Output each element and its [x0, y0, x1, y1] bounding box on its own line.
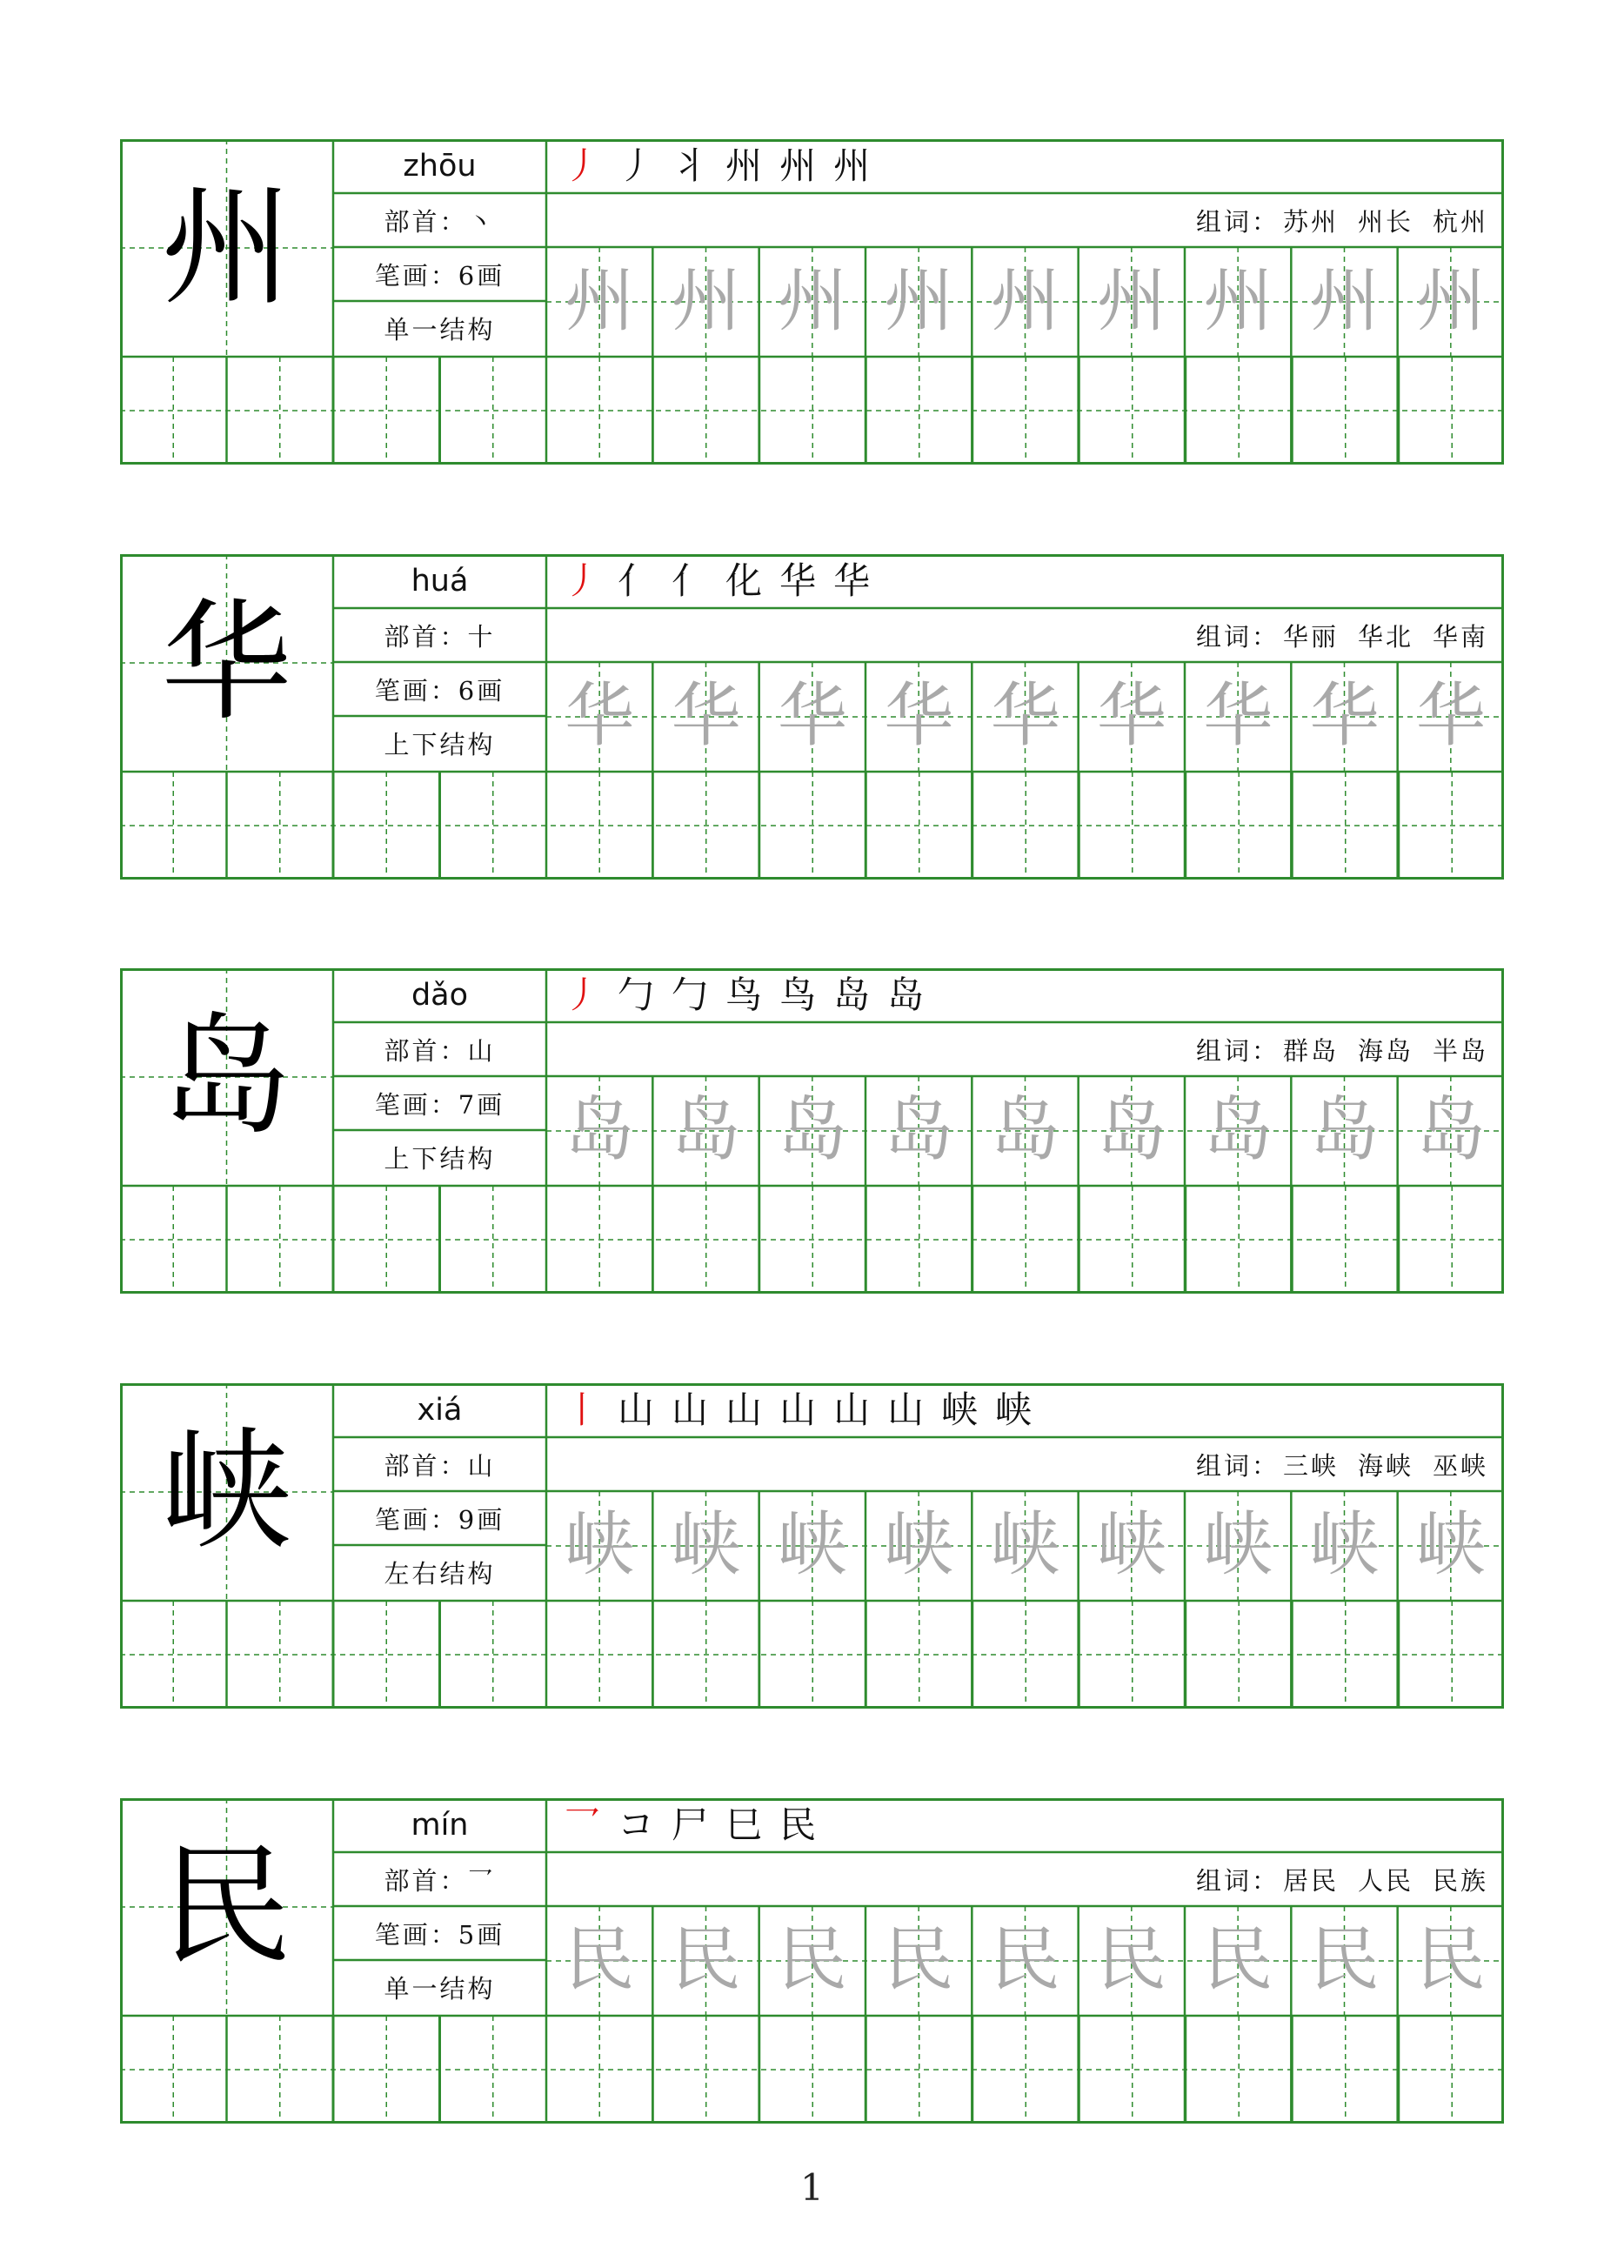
stroke-step: 丬 — [672, 144, 709, 187]
example-word: 巫峡 — [1432, 1450, 1488, 1481]
pinyin: zhōu — [403, 149, 477, 184]
stroke-step: 华 — [833, 559, 871, 602]
stroke-step: 州 — [779, 144, 817, 187]
character-card — [120, 968, 1504, 1294]
trace-character: 岛 — [990, 1089, 1060, 1170]
trace-character: 峡 — [1309, 1504, 1380, 1585]
stroke-step: 勹 — [618, 973, 655, 1016]
info-value: 9画 — [458, 1504, 505, 1535]
info-label: 部首： — [384, 621, 468, 652]
info-label: 笔画： — [374, 675, 458, 706]
stroke-count-info — [333, 1906, 546, 1960]
info-value: 乛 — [467, 1865, 496, 1896]
trace-character: 峡 — [1416, 1504, 1487, 1585]
trace-character: 华 — [565, 675, 635, 756]
trace-character: 民 — [1309, 1919, 1380, 2000]
info-value: 上下结构 — [384, 729, 496, 759]
trace-character: 民 — [778, 1919, 848, 2000]
example-word: 民族 — [1432, 1865, 1488, 1896]
trace-character: 华 — [884, 675, 954, 756]
stroke-count-info — [333, 1076, 546, 1130]
trace-character: 峡 — [1203, 1504, 1273, 1585]
trace-character: 州 — [778, 260, 848, 341]
info-value: 6画 — [458, 260, 505, 291]
stroke-step: 丿 — [564, 144, 601, 187]
example-word: 海峡 — [1357, 1450, 1413, 1481]
radical-info — [333, 1852, 546, 1906]
words-label: 组词： — [1195, 1450, 1280, 1481]
stroke-count-info — [333, 247, 546, 301]
trace-character: 岛 — [778, 1089, 848, 1170]
info-value: 单一结构 — [384, 1973, 496, 2004]
trace-character: 华 — [990, 675, 1060, 756]
pinyin: mín — [411, 1808, 469, 1843]
radical-info — [333, 608, 546, 662]
word-examples — [1196, 608, 1488, 662]
stroke-order-row — [564, 554, 870, 608]
character-card — [120, 1798, 1504, 2124]
stroke-step: 化 — [725, 559, 763, 602]
structure-info — [333, 716, 546, 770]
stroke-step: 山 — [779, 1388, 817, 1431]
words-label: 组词： — [1195, 621, 1280, 652]
main-character: 峡 — [161, 1416, 292, 1568]
stroke-step: 丿 — [618, 144, 655, 187]
trace-character: 州 — [1097, 260, 1167, 341]
radical-info — [333, 1022, 546, 1076]
stroke-step: 丨 — [564, 1388, 601, 1431]
stroke-step: 岛 — [833, 973, 871, 1016]
trace-character: 岛 — [1416, 1089, 1487, 1170]
trace-character: 州 — [884, 260, 954, 341]
trace-character: 州 — [990, 260, 1060, 341]
main-character: 民 — [161, 1831, 292, 1983]
stroke-step: 峡 — [941, 1388, 979, 1431]
info-label: 部首： — [384, 206, 468, 237]
word-examples — [1196, 193, 1488, 247]
stroke-count-info — [333, 1491, 546, 1545]
trace-character: 岛 — [1309, 1089, 1380, 1170]
trace-character: 民 — [671, 1919, 741, 2000]
info-value: 左右结构 — [384, 1558, 496, 1589]
info-label: 部首： — [384, 1035, 468, 1066]
trace-character: 岛 — [565, 1089, 635, 1170]
info-value: 7画 — [458, 1089, 505, 1120]
example-word: 三峡 — [1282, 1450, 1339, 1481]
info-value: 山 — [467, 1450, 496, 1481]
main-character: 州 — [161, 172, 292, 324]
pinyin: huá — [411, 564, 469, 599]
stroke-step: 尸 — [672, 1803, 709, 1846]
stroke-count-info — [333, 662, 546, 716]
trace-character: 峡 — [671, 1504, 741, 1585]
stroke-order-row — [564, 968, 924, 1022]
character-card — [120, 1383, 1504, 1709]
stroke-step: 鸟 — [779, 973, 817, 1016]
stroke-step: 山 — [887, 1388, 925, 1431]
trace-character: 华 — [1416, 675, 1487, 756]
trace-character: 峡 — [884, 1504, 954, 1585]
trace-character: 民 — [1097, 1919, 1167, 2000]
words-label: 组词： — [1195, 206, 1280, 237]
stroke-step: 州 — [833, 144, 871, 187]
trace-character: 民 — [1203, 1919, 1273, 2000]
structure-info — [333, 1130, 546, 1184]
trace-character: 州 — [1309, 260, 1380, 341]
trace-character: 州 — [565, 260, 635, 341]
trace-character: 峡 — [990, 1504, 1060, 1585]
stroke-step: 丿 — [564, 973, 601, 1016]
info-label: 部首： — [384, 1865, 468, 1896]
radical-info — [333, 1437, 546, 1491]
stroke-step: 乛 — [564, 1803, 601, 1846]
stroke-order-row — [564, 1798, 816, 1852]
trace-character: 民 — [1416, 1919, 1487, 2000]
trace-character: 州 — [1416, 260, 1487, 341]
example-word: 州长 — [1357, 206, 1413, 237]
trace-character: 峡 — [778, 1504, 848, 1585]
info-value: 十 — [467, 621, 496, 652]
info-label: 笔画： — [374, 260, 458, 291]
info-value: 上下结构 — [384, 1143, 496, 1174]
stroke-step: 峡 — [995, 1388, 1033, 1431]
info-value: 山 — [467, 1035, 496, 1066]
page-number: 1 — [800, 2166, 824, 2209]
trace-character: 岛 — [884, 1089, 954, 1170]
structure-info — [333, 1960, 546, 2014]
stroke-order-row — [564, 139, 870, 193]
stroke-step: 山 — [833, 1388, 871, 1431]
stroke-step: 山 — [725, 1388, 763, 1431]
info-value: 丶 — [467, 206, 496, 237]
structure-info — [333, 301, 546, 355]
example-word: 群岛 — [1282, 1035, 1339, 1066]
words-label: 组词： — [1195, 1865, 1280, 1896]
structure-info — [333, 1545, 546, 1599]
trace-character: 华 — [1309, 675, 1380, 756]
example-word: 半岛 — [1432, 1035, 1488, 1066]
trace-character: 州 — [671, 260, 741, 341]
info-label: 笔画： — [374, 1504, 458, 1535]
trace-character: 州 — [1203, 260, 1273, 341]
trace-character: 华 — [1097, 675, 1167, 756]
trace-character: 民 — [990, 1919, 1060, 2000]
example-word: 苏州 — [1282, 206, 1339, 237]
example-word: 人民 — [1357, 1865, 1413, 1896]
example-word: 居民 — [1282, 1865, 1339, 1896]
stroke-step: 华 — [779, 559, 817, 602]
trace-character: 民 — [565, 1919, 635, 2000]
stroke-step: 岛 — [887, 973, 925, 1016]
example-word: 华丽 — [1282, 621, 1339, 652]
example-word: 华北 — [1357, 621, 1413, 652]
info-label: 笔画： — [374, 1919, 458, 1950]
trace-character: 峡 — [565, 1504, 635, 1585]
character-card — [120, 139, 1504, 465]
info-label: 笔画： — [374, 1089, 458, 1120]
stroke-step: 民 — [779, 1803, 817, 1846]
info-value: 5画 — [458, 1919, 505, 1950]
stroke-step: 亻 — [672, 559, 709, 602]
stroke-step: 州 — [725, 144, 763, 187]
radical-info — [333, 193, 546, 247]
word-examples — [1196, 1852, 1488, 1906]
stroke-step: 山 — [618, 1388, 655, 1431]
trace-character: 岛 — [1203, 1089, 1273, 1170]
stroke-step: コ — [618, 1803, 655, 1846]
stroke-step: 山 — [672, 1388, 709, 1431]
trace-character: 岛 — [671, 1089, 741, 1170]
stroke-step: 勹 — [672, 973, 709, 1016]
info-value: 6画 — [458, 675, 505, 706]
words-label: 组词： — [1195, 1035, 1280, 1066]
stroke-step: 亻 — [618, 559, 655, 602]
example-word: 华南 — [1432, 621, 1488, 652]
example-word: 海岛 — [1357, 1035, 1413, 1066]
trace-character: 华 — [671, 675, 741, 756]
pinyin: xiá — [417, 1393, 463, 1428]
trace-character: 峡 — [1097, 1504, 1167, 1585]
word-examples — [1196, 1437, 1488, 1491]
trace-character: 岛 — [1097, 1089, 1167, 1170]
trace-character: 华 — [778, 675, 848, 756]
stroke-order-row — [564, 1383, 1032, 1437]
word-examples — [1196, 1022, 1488, 1076]
main-character: 岛 — [161, 1001, 292, 1153]
character-card — [120, 554, 1504, 880]
stroke-step: 鸟 — [725, 973, 763, 1016]
trace-character: 华 — [1203, 675, 1273, 756]
trace-character: 民 — [884, 1919, 954, 2000]
stroke-step: 丿 — [564, 559, 601, 602]
info-value: 单一结构 — [384, 314, 496, 345]
info-label: 部首： — [384, 1450, 468, 1481]
main-character: 华 — [161, 587, 292, 739]
pinyin: dǎo — [411, 978, 469, 1013]
stroke-step: 巳 — [725, 1803, 763, 1846]
example-word: 杭州 — [1432, 206, 1488, 237]
